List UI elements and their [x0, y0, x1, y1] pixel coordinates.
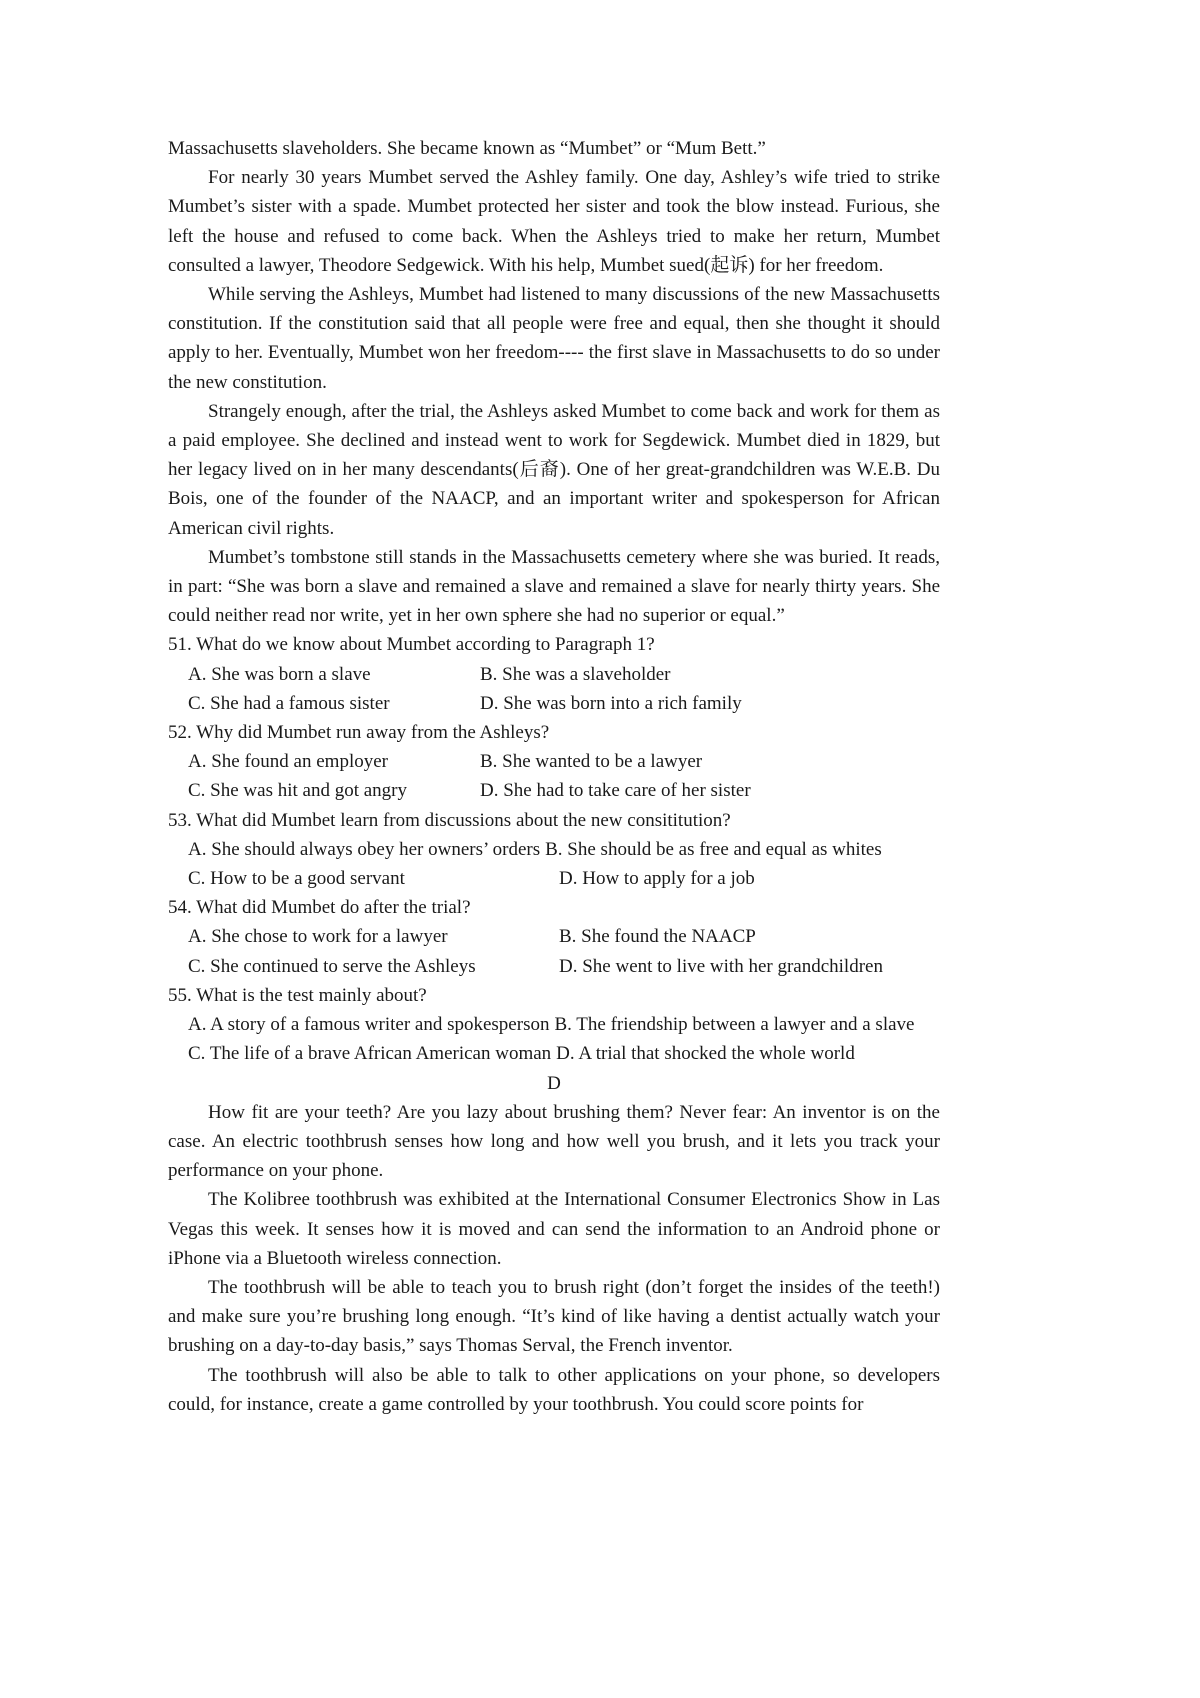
question-stem: 52. Why did Mumbet run away from the Ashleys?: [168, 722, 550, 744]
option-c: C. How to be a good servant: [188, 868, 405, 890]
option-c: C. She had a famous sister: [188, 692, 390, 714]
question-stem: 54. What did Mumbet do after the trial?: [168, 897, 471, 919]
question-stem: 55. What is the test mainly about?: [168, 984, 427, 1006]
option-a: A. She should always obey her owners’ orders: [188, 838, 541, 860]
paragraph: Strangely enough, after the trial, the Ashleys asked Mumbet to come back and work for them as a paid employee. She declined and instead went to work for Segdewick. Mumbet died in 1829, but her legacy lived on in her many descendants(后裔). One of her great-grandchildren was W.E.B. Du Bois, one of the founder of the NAACP, and an important writer and spokesperson for African American civil rights.: [168, 400, 940, 539]
paragraph-continuation: Massachusetts slaveholders. She became known as “Mumbet” or “Mum Bett.”: [168, 138, 766, 159]
option-b: B. She was a slaveholder: [480, 663, 671, 685]
option-b: B. She should be as free and equal as whites: [545, 838, 882, 860]
paragraph-truncated: The toothbrush will also be able to talk to other applications on your phone, so developers could, for instance, create a game controlled by your toothbrush. You could score points for: [168, 1364, 940, 1415]
option-d: D. She had to take care of her sister: [480, 780, 751, 802]
option-c: C. She continued to serve the Ashleys: [188, 955, 476, 977]
option-b: B. She found the NAACP: [559, 926, 756, 948]
question-52: [168, 718, 940, 806]
option-d: D. She was born into a rich family: [480, 692, 742, 714]
option-d: D. How to apply for a job: [559, 868, 755, 890]
option-d: D. She went to live with her grandchildren: [559, 955, 883, 977]
question-stem: 51. What do we know about Mumbet according to Paragraph 1?: [168, 634, 655, 656]
option-a: A. She found an employer: [188, 751, 388, 773]
question-54: [168, 893, 940, 981]
option-a: A. A story of a famous writer and spokesperson: [188, 1014, 550, 1036]
section-heading: D: [547, 1072, 561, 1094]
paragraph: The Kolibree toothbrush was exhibited at the International Consumer Electronics Show in Las Vegas this week. It senses how it is moved and can send the information to an Android phone or iPhone via a Bluetooth wireless connection.: [168, 1189, 940, 1269]
question-51: [168, 630, 940, 718]
option-b: B. She wanted to be a lawyer: [480, 751, 703, 773]
option-a: A. She was born a slave: [188, 663, 371, 685]
passage-c: [168, 134, 940, 630]
paragraph: For nearly 30 years Mumbet served the Ashley family. One day, Ashley’s wife tried to strike Mumbet’s sister with a spade. Mumbet protected her sister and took the blow instead. Furious, she left the house and refused to come back. When the Ashleys tried to make her return, Mumbet consulted a lawyer, Theodore Sedgewick. With his help, Mumbet sued(起诉) for her freedom.: [168, 167, 940, 276]
option-a: A. She chose to work for a lawyer: [188, 926, 448, 948]
questions-51-55: [168, 630, 940, 1068]
option-c: C. She was hit and got angry: [188, 780, 408, 802]
option-b: B. The friendship between a lawyer and a slave: [554, 1014, 915, 1036]
option-c: C. The life of a brave African American woman: [188, 1043, 552, 1065]
passage-d: [168, 1069, 940, 1419]
paragraph: While serving the Ashleys, Mumbet had listened to many discussions of the new Massachusetts constitution. If the constitution said that all people were free and equal, then she thought it should apply to her. Eventually, Mumbet won her freedom---- the first slave in Massachusetts to do so under the new constitution.: [168, 284, 940, 393]
question-55: [168, 981, 940, 1069]
exam-page: [168, 134, 940, 1419]
paragraph: The toothbrush will be able to teach you to brush right (don’t forget the insides of the teeth!) and make sure you’re brushing long enough. “It’s kind of like having a dentist actually watch your brushing on a day-to-day basis,” says Thomas Serval, the French inventor.: [168, 1276, 940, 1357]
question-stem: 53. What did Mumbet learn from discussions about the new consititution?: [168, 809, 731, 831]
question-53: [168, 806, 940, 894]
paragraph: Mumbet’s tombstone still stands in the Massachusetts cemetery where she was buried. It reads, in part: “She was born a slave and remained a slave and remained a slave for nearly thirty years. She could neither read nor write, yet in her own sphere she had no superior or equal.”: [168, 546, 940, 627]
option-d: D. A trial that shocked the whole world: [556, 1043, 855, 1065]
paragraph: How fit are your teeth? Are you lazy about brushing them? Never fear: An inventor is on the case. An electric toothbrush senses how long and how well you brush, and it lets you track your performance on your phone.: [168, 1101, 940, 1182]
